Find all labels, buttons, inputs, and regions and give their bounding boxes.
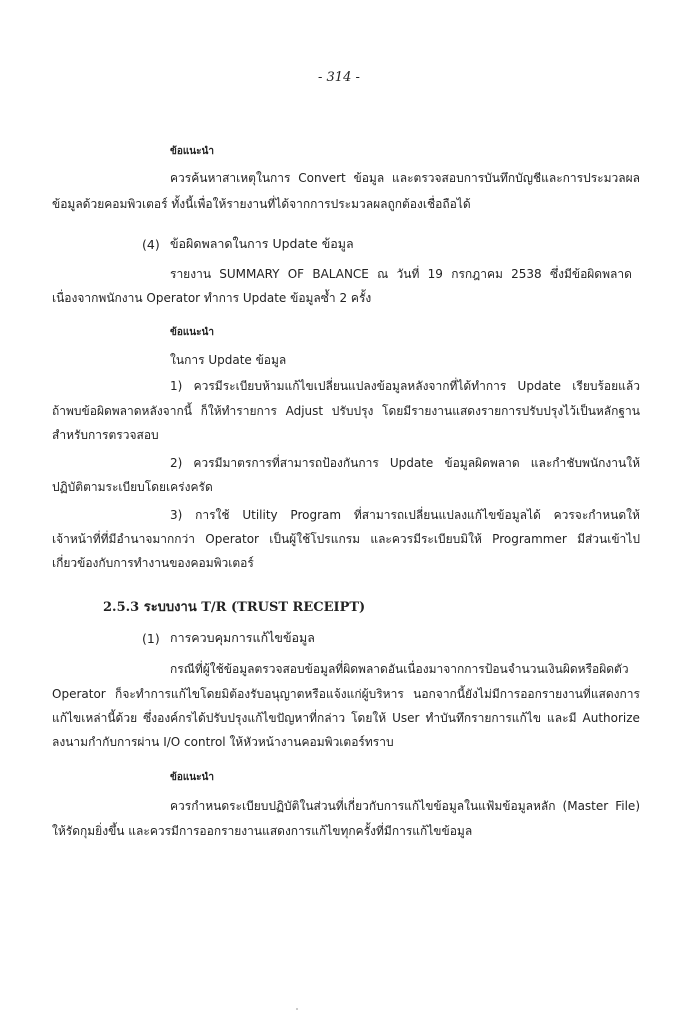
word: เจ้าหน้าที่ที่มีอำนาจมากกว่า <box>52 532 196 546</box>
word: โดยให้ <box>351 711 387 725</box>
word: Programmer <box>492 532 567 546</box>
word: ก็ให้ทำรายการ <box>200 404 277 418</box>
word: Adjust <box>285 404 324 418</box>
word: เป็นผู้ใช้โปรแกรม <box>269 532 361 546</box>
word: เรียบร้อยแล้ว <box>572 379 640 393</box>
list-item-line: เกี่ยวข้องกับการทำงานของคอมพิวเตอร์ <box>52 556 254 570</box>
list-item-line <box>170 455 640 471</box>
advice-label: ข้อแนะนำ <box>170 327 214 338</box>
list-item-line <box>170 378 640 394</box>
word: 2) <box>170 456 183 470</box>
word: ควรจะกำหนดให้ <box>553 508 640 522</box>
word: การใช้ <box>195 508 230 522</box>
paragraph-line: เนื่องจากพนักงาน Operator ทำการ Update ข้อมูลซ้ำ 2 ครั้ง <box>52 291 372 305</box>
paragraph-line <box>170 798 640 814</box>
paragraph-line: ข้อมูลด้วยคอมพิวเตอร์ ทั้งนี้เพื่อให้รายงานที่ได้จากการประมวลผลถูกต้องเชื่อถือได้ <box>52 197 471 211</box>
word: นอกจากนี้ยังไม่มีการออกรายงานที่แสดงการ <box>413 687 640 701</box>
word: และมี <box>547 711 577 725</box>
item-heading: ข้อผิดพลาดในการ Update ข้อมูล <box>170 236 354 251</box>
word: 3) <box>170 508 183 522</box>
word: และกำชับพนักงานให้ <box>530 456 640 470</box>
word: ควรค้นหาสาเหตุในการ <box>170 171 291 185</box>
word: Update <box>517 379 562 393</box>
item-number: (4) <box>142 237 160 252</box>
word: File) <box>615 799 640 813</box>
word: 2538 <box>511 267 542 281</box>
word: ข้อมูลผิดพลาด <box>444 456 520 470</box>
word: ข้อมูล <box>353 171 385 185</box>
list-item-line <box>52 531 640 547</box>
advice-label: ข้อแนะนำ <box>170 772 214 783</box>
word: ถ้าพบข้อผิดพลาดหลังจากนี้ <box>52 404 192 418</box>
word: Operator <box>205 532 259 546</box>
paragraph-line <box>170 266 632 282</box>
item-heading: การควบคุมการแก้ไขข้อมูล <box>170 630 315 645</box>
scan-speck <box>296 1008 298 1010</box>
word: และตรวจสอบการบันทึกบัญชีและการประมวลผล <box>392 171 640 185</box>
word: รายงาน <box>170 267 212 281</box>
list-item-line: ปฏิบัติตามระเบียบโดยเคร่งครัด <box>52 480 213 494</box>
word: Authorize <box>582 711 640 725</box>
word: User <box>392 711 420 725</box>
word: SUMMARY <box>219 267 280 281</box>
word: และควรมีระเบียบมิให้ <box>370 532 482 546</box>
word: BALANCE <box>312 267 369 281</box>
list-item-line: สำหรับการตรวจสอบ <box>52 428 159 442</box>
word: Convert <box>298 171 346 185</box>
word: 1) <box>170 379 183 393</box>
list-item-line <box>170 507 640 523</box>
word: ปรับปรุง <box>331 404 374 418</box>
word: Update <box>389 456 434 470</box>
paragraph-line: ในการ Update ข้อมูล <box>170 353 287 367</box>
word: Utility <box>242 508 278 522</box>
advice-label: ข้อแนะนำ <box>170 146 214 157</box>
word: โดยมีรายงานแสดงรายการปรับปรุงไว้เป็นหลักฐาน <box>382 404 640 418</box>
list-item-line <box>52 403 640 419</box>
section-heading: 2.5.3 ระบบงาน T/R (TRUST RECEIPT) <box>103 600 366 615</box>
paragraph-line <box>52 686 640 702</box>
word: (Master <box>562 799 609 813</box>
word: ก็จะทำการแก้ไขโดยมิต้องรับอนุญาตหรือแจ้งแก่ผู้บริหาร <box>115 687 404 701</box>
paragraph-line: กรณีที่ผู้ใช้ข้อมูลตรวจสอบข้อมูลที่ผิดพลาดอันเนื่องมาจากการป้อนจำนวนเงินผิดหรือผิดตัว <box>170 662 629 676</box>
word: กรกฎาคม <box>451 267 503 281</box>
word: 19 <box>427 267 443 281</box>
paragraph-line <box>170 170 640 186</box>
word: ที่สามารถเปลี่ยนแปลงแก้ไขข้อมูลได้ <box>353 508 541 522</box>
word: ควรกำหนดระเบียบปฏิบัติในส่วนที่เกี่ยวกับการแก้ไขข้อมูลในแฟ้มข้อมูลหลัก <box>170 799 556 813</box>
paragraph-line: ให้รัดกุมยิ่งขึ้น และควรมีการออกรายงานแสดงการแก้ไขทุกครั้งที่มีการแก้ไขข้อมูล <box>52 824 473 838</box>
word: ควรมีระเบียบห้ามแก้ไขเปลี่ยนแปลงข้อมูลหลังจากที่ได้ทำการ <box>193 379 507 393</box>
word: ทำบันทึกรายการแก้ไข <box>425 711 542 725</box>
word: มีส่วนเข้าไป <box>577 532 640 546</box>
word: แก้ไขเหล่านี้ด้วย <box>52 711 138 725</box>
word: Program <box>290 508 342 522</box>
word: วันที่ <box>396 267 420 281</box>
page-number: - 314 - <box>318 70 360 85</box>
paragraph-line: ลงนามกำกับการผ่าน I/O control ให้หัวหน้างานคอมพิวเตอร์ทราบ <box>52 735 394 749</box>
word: ควรมีมาตรการที่สามารถป้องกันการ <box>193 456 379 470</box>
word: ซึ่งมีข้อผิดพลาด <box>549 267 632 281</box>
word: ซึ่งองค์กรได้ปรับปรุงแก้ไขปัญหาที่กล่าว <box>143 711 346 725</box>
paragraph-line <box>52 710 640 726</box>
word: ณ <box>377 267 389 281</box>
word: Operator <box>52 687 106 701</box>
item-number: (1) <box>142 631 160 646</box>
word: OF <box>287 267 305 281</box>
